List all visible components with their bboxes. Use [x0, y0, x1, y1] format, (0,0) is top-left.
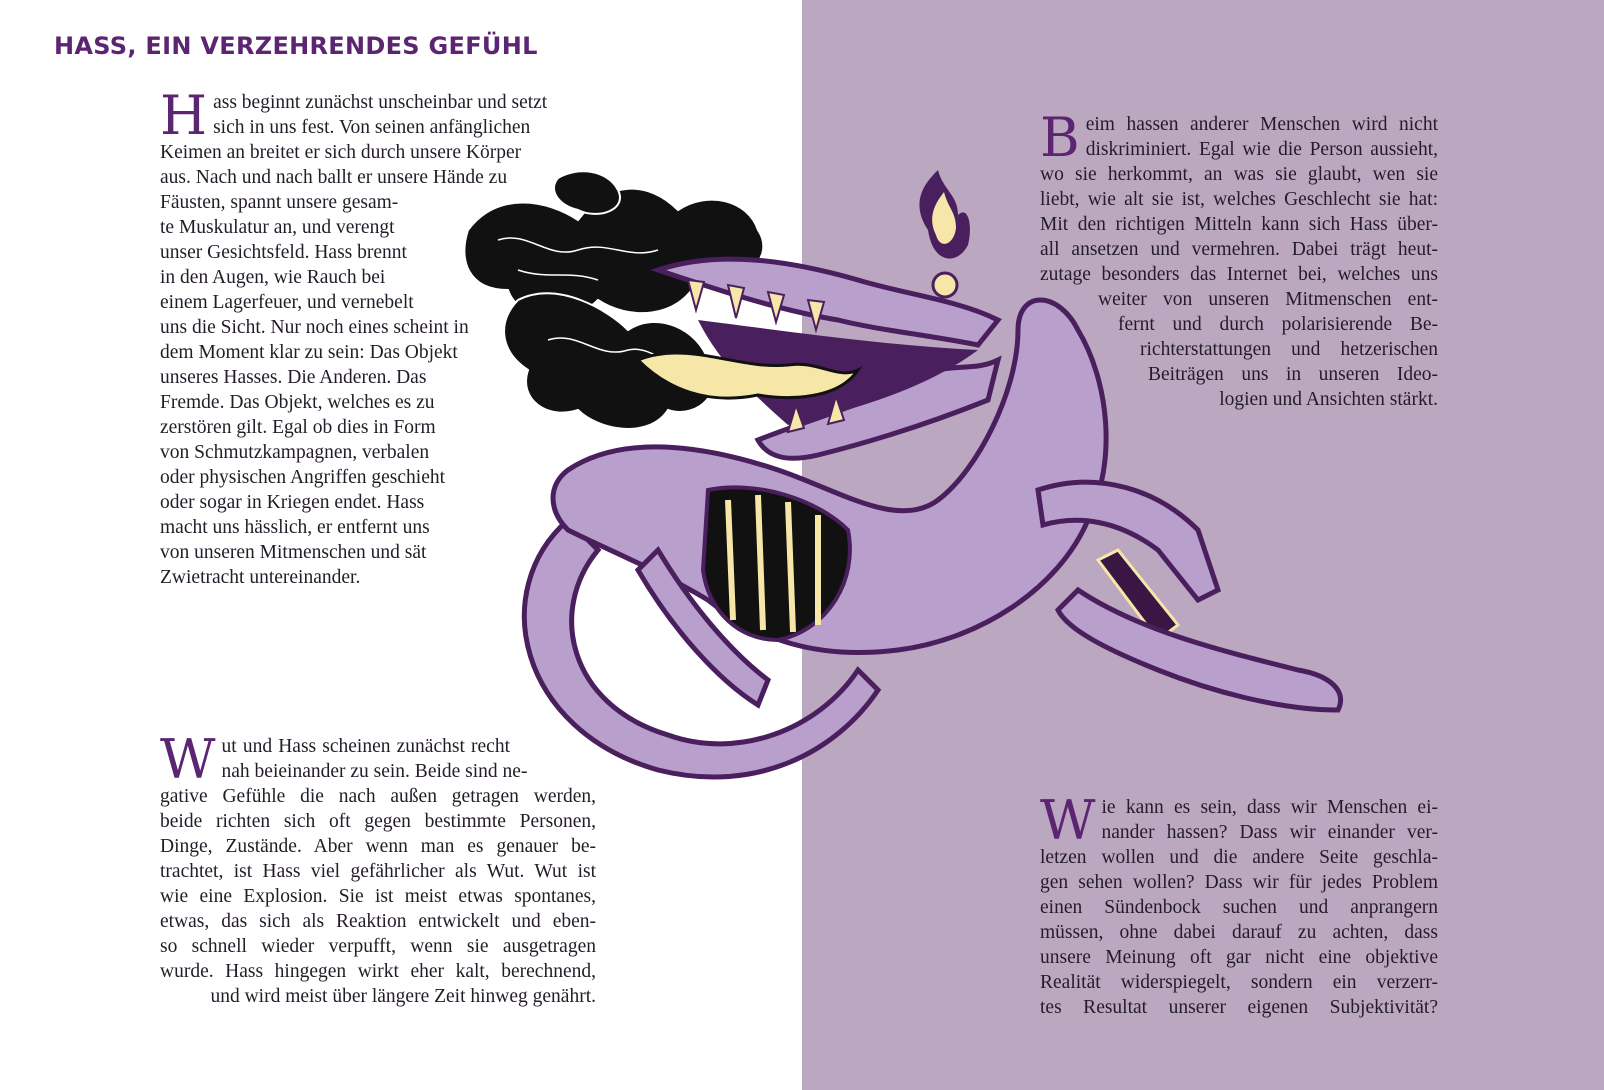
- text-line: beide richten sich oft gegen bestimmte Personen,: [160, 811, 596, 832]
- text-line: einem Lagerfeuer, und vernebelt: [160, 292, 414, 313]
- text-line: ie kann es sein, dass wir Menschen ei-: [1101, 797, 1438, 818]
- text-line: Mit den richtigen Mitteln kann sich Hass über-: [1040, 214, 1438, 235]
- text-line: oder sogar in Kriegen endet. Hass: [160, 492, 425, 513]
- text-line: fernt und durch polarisierende Be-: [1118, 314, 1438, 335]
- dropcap: W: [160, 728, 216, 791]
- paragraph-hass-intro: [160, 84, 560, 590]
- text-line: und wird meist über längere Zeit hinweg genährt.: [210, 986, 596, 1007]
- text-line: aus. Nach und nach ballt er unsere Hände zu: [160, 167, 508, 188]
- text-line: macht uns hässlich, er entfernt uns: [160, 517, 430, 538]
- eye-flame: [919, 170, 970, 297]
- paragraph-wut-vs-hass: [160, 728, 596, 1009]
- dropcap: H: [160, 84, 208, 147]
- text-line: eim hassen anderer Menschen wird nicht: [1085, 114, 1438, 135]
- text-line: nander hassen? Dass wir einander ver-: [1101, 822, 1438, 843]
- text-line: all ansetzen und vermehren. Dabei trägt heut-: [1040, 239, 1438, 260]
- text-line: einen Sündenbock suchen und anprangern: [1040, 897, 1438, 918]
- text-line: oder physischen Angriffen geschieht: [160, 467, 446, 488]
- text-line: etwas, das sich als Reaktion entwickelt und eben-: [160, 911, 596, 932]
- text-line: unser Gesichtsfeld. Hass brennt: [160, 242, 407, 263]
- text-line: wo sie herkommt, an was sie glaubt, wen sie: [1040, 164, 1438, 185]
- text-line: unseres Hasses. Die Anderen. Das: [160, 367, 427, 388]
- text-line: te Muskulatur an, und verengt: [160, 217, 395, 238]
- text-line: von Schmutzkampagnen, verbalen: [160, 442, 430, 463]
- text-line: wurde. Hass hingegen wirkt eher kalt, berechnend,: [160, 961, 596, 982]
- text-line: tes Resultat unserer eigenen Subjektivität?: [1040, 997, 1438, 1018]
- paragraph-discrimination: [1040, 106, 1438, 412]
- text-line: Fremde. Das Objekt, welches es zu: [160, 392, 435, 413]
- text-line: ass beginnt zunächst unscheinbar und setzt: [213, 92, 548, 113]
- text-line: letzen wollen und die andere Seite geschla-: [1040, 847, 1438, 868]
- text-line: Fäusten, spannt unsere gesam-: [160, 192, 399, 213]
- text-line: gative Gefühle die nach außen getragen werden,: [160, 786, 596, 807]
- text-line: trachtet, ist Hass viel gefährlicher als Wut. Wut ist: [160, 861, 596, 882]
- text-line: dem Moment klar zu sein: Das Objekt: [160, 342, 458, 363]
- paragraph-why-hate: [1040, 789, 1438, 1020]
- creature-leg: [1058, 590, 1341, 710]
- dropcap: W: [1040, 789, 1096, 852]
- text-line: zerstören gilt. Egal ob dies in Form: [160, 417, 436, 438]
- text-line: logien und Ansichten stärkt.: [1219, 389, 1438, 410]
- text-line: von unseren Mitmenschen und sät: [160, 542, 427, 563]
- text-line: Dinge, Zustände. Aber wenn man es genauer be-: [160, 836, 596, 857]
- text-line: nah beieinander zu sein. Beide sind ne-: [221, 761, 528, 782]
- text-line: Zwietracht untereinander.: [160, 567, 361, 588]
- text-line: unsere Meinung oft gar nicht eine objektive: [1040, 947, 1438, 968]
- text-line: wie eine Explosion. Sie ist meist etwas spontanes,: [160, 886, 596, 907]
- text-line: Beiträgen uns in unseren Ideo-: [1148, 364, 1438, 385]
- text-line: müssen, ohne dabei darauf zu achten, dass: [1040, 922, 1438, 943]
- text-line: Keimen an breitet er sich durch unsere Körper: [160, 142, 522, 163]
- text-line: uns die Sicht. Nur noch eines scheint in: [160, 317, 469, 338]
- text-line: weiter von unseren Mitmenschen ent-: [1098, 289, 1438, 310]
- text-line: Realität widerspiegelt, sondern ein verzerr-: [1040, 972, 1438, 993]
- text-line: in den Augen, wie Rauch bei: [160, 267, 386, 288]
- text-line: gen sehen wollen? Dass wir für jedes Problem: [1040, 872, 1438, 893]
- text-line: sich in uns fest. Von seinen anfänglichen: [213, 117, 531, 138]
- text-line: liebt, wie alt sie ist, welches Geschlecht sie hat:: [1040, 189, 1438, 210]
- page-title: HASS, EIN VERZEHRENDES GEFÜHL: [54, 32, 538, 60]
- text-line: zutage besonders das Internet bei, welches uns: [1040, 264, 1438, 285]
- text-line: diskriminiert. Egal wie die Person aussieht,: [1085, 139, 1438, 160]
- text-line: so schnell wieder verpufft, wenn sie ausgetragen: [160, 936, 596, 957]
- text-line: richterstattungen und hetzerischen: [1140, 339, 1438, 360]
- dropcap: B: [1040, 106, 1080, 169]
- text-line: ut und Hass scheinen zunächst recht: [221, 736, 510, 757]
